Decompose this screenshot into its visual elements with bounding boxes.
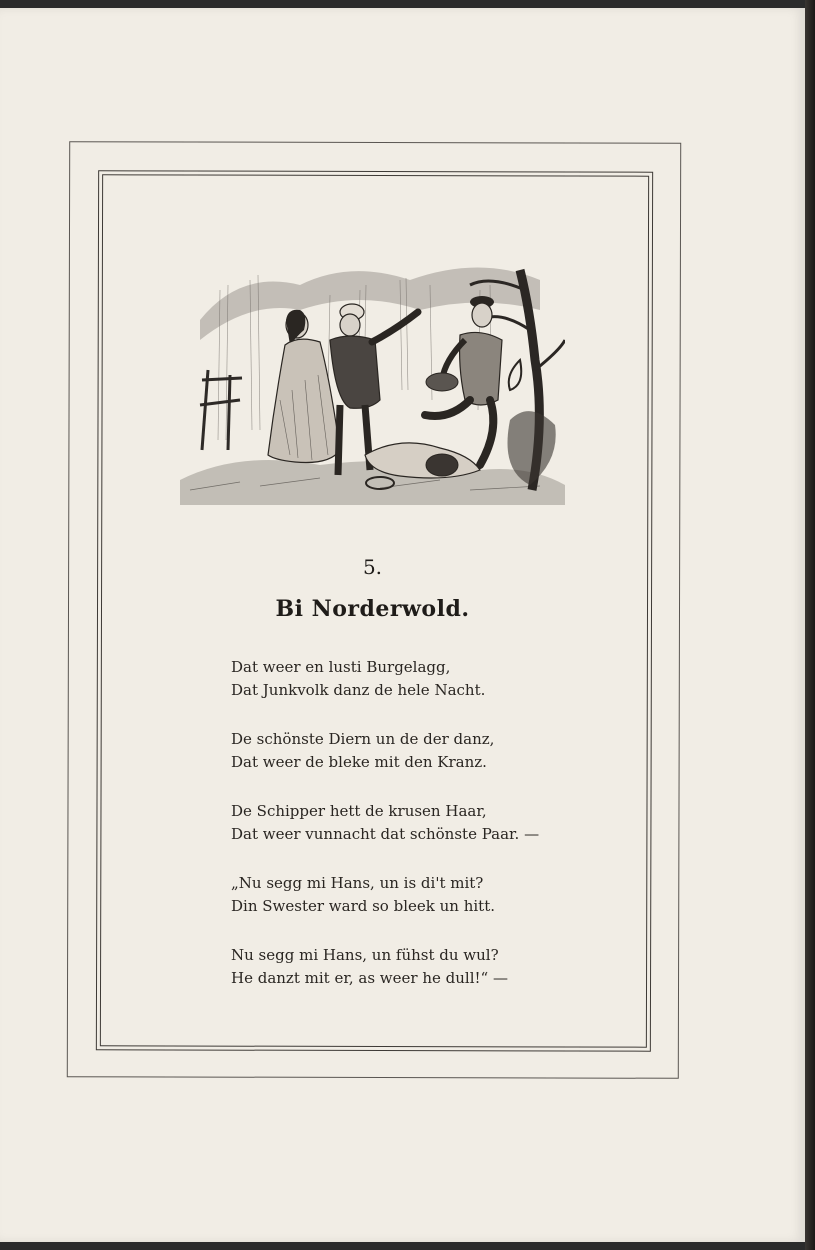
poem-line: Dat weer en lusti Burgelagg, [231, 658, 451, 676]
stanza [231, 728, 591, 774]
page-edge [805, 0, 815, 1250]
woodcut-illustration [180, 250, 565, 505]
poem-line: „Nu segg mi Hans, un is di't mit? [231, 874, 484, 892]
stanza [231, 944, 591, 990]
stanza [231, 800, 591, 846]
poem-line: Dat weer vunnacht dat schönste Paar. — [231, 825, 540, 843]
stanza [231, 872, 591, 918]
poem-body [231, 656, 591, 1016]
poem-title: Bi Norderwold. [275, 596, 470, 622]
poem-line: De schönste Diern un de der danz, [231, 730, 495, 748]
poem-line: Dat weer de bleke mit den Kranz. [231, 753, 487, 771]
chapter-number: 5. [362, 555, 383, 579]
poem-line: Nu segg mi Hans, un fühst du wul? [231, 946, 499, 964]
stanza [231, 656, 591, 702]
poem-line: Dat Junkvolk danz de hele Nacht. [231, 681, 486, 699]
poem-line: He danzt mit er, as weer he dull!“ — [231, 969, 508, 987]
poem-line: Din Swester ward so bleek un hitt. [231, 897, 495, 915]
poem-line: De Schipper hett de krusen Haar, [231, 802, 487, 820]
